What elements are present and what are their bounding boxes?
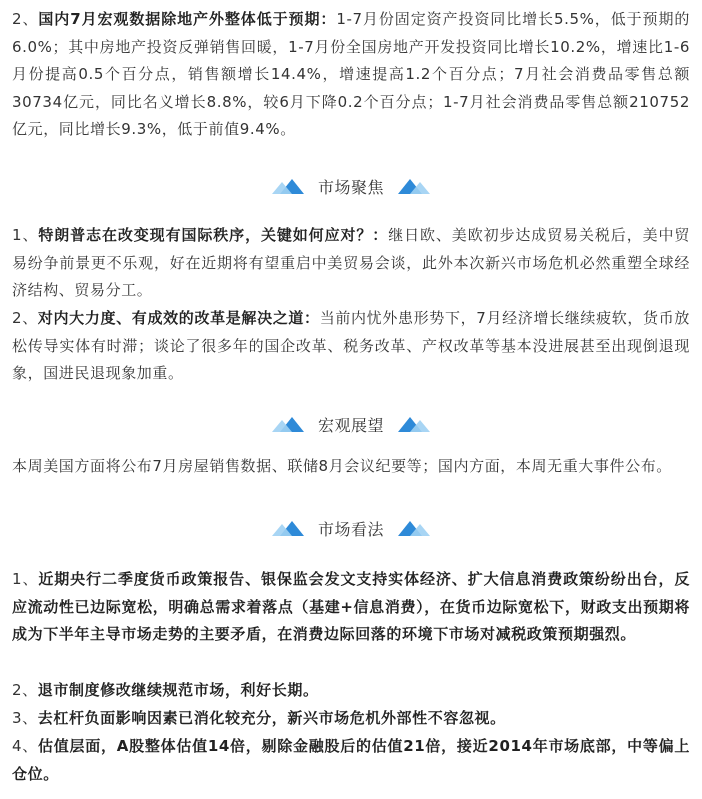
section-heading-market-focus bbox=[0, 172, 702, 200]
views-paragraph-1 bbox=[12, 566, 690, 649]
section-title: 宏观展望 bbox=[317, 415, 384, 435]
section-heading-macro-outlook bbox=[0, 410, 702, 438]
item-number: 2、 bbox=[12, 309, 38, 327]
item-heading: 估值层面，A股整体估值14倍，剔除金融股后的估值21倍，接近2014年市场底部，中等偏上仓位。 bbox=[12, 737, 690, 783]
item-body: 当前内忧外患形势下，7月经济增长继续疲软，货币放松传导实体有时滞；谈论了很多年的国企改革、税务改革、产权改革等基本没进展甚至出现倒退现象，国进民退现象加重。 bbox=[12, 309, 690, 382]
triangle-icon bbox=[272, 178, 312, 194]
item-number: 4、 bbox=[12, 737, 39, 755]
focus-paragraph-2 bbox=[12, 305, 690, 388]
item-body: 1-7月份固定资产投资同比增长5.5%，低于预期的6.0%；其中房地产投资反弹销售回暖，1-7月份全国房地产开发投资同比增长10.2%，增速比1-6月份提高0.5个百分点，销售额增长14.4%，增速提高1.2个百分点；7月社会消费品零售总额30734亿元，同比名义增长8.8%，较6月下降0.2个百分点；1-7月社会消费品零售总额210752亿元，同比增长9.3%，低于前值9.4%。 bbox=[12, 10, 691, 138]
views-paragraph-3 bbox=[12, 705, 690, 733]
section-heading-market-views bbox=[0, 514, 702, 542]
item-heading: 特朗普志在改变现有国际秩序，关键如何应对？： bbox=[38, 226, 389, 244]
outlook-paragraph bbox=[12, 453, 690, 481]
outlook-body: 本周美国方面将公布7月房屋销售数据、联储8月会议纪要等；国内方面，本周无重大事件公布。 bbox=[12, 457, 672, 475]
item-number: 1、 bbox=[12, 226, 39, 244]
item-heading: 国内7月宏观数据除地产外整体低于预期： bbox=[38, 10, 337, 28]
triangle-icon bbox=[390, 520, 430, 536]
item-heading: 去杠杆负面影响因素已消化较充分，新兴市场危机外部性不容忽视。 bbox=[37, 709, 506, 727]
macro-data-paragraph bbox=[12, 6, 690, 144]
section-title: 市场聚焦 bbox=[317, 177, 384, 197]
section-title: 市场看法 bbox=[317, 519, 384, 539]
views-paragraph-2 bbox=[12, 677, 690, 705]
views-paragraph-4 bbox=[12, 733, 690, 788]
item-number: 1、 bbox=[12, 570, 39, 588]
item-body: 继日欧、美欧初步达成贸易关税后，美中贸易纷争前景更不乐观，好在近期将有望重启中美贸易会谈，此外本次新兴市场危机必然重塑全球经济结构、贸易分工。 bbox=[12, 226, 691, 299]
item-number: 2、 bbox=[12, 10, 39, 28]
item-heading: 近期央行二季度货币政策报告、银保监会发文支持实体经济、扩大信息消费政策纷纷出台，反应流动性已边际宽松，明确总需求着落点（基建+信息消费），在货币边际宽松下，财政支出预期将成为下半年主导市场走势的主要矛盾，在消费边际回落的环境下市场对减税政策预期强烈。 bbox=[12, 570, 691, 643]
item-heading: 退市制度修改继续规范市场，利好长期。 bbox=[37, 681, 319, 699]
item-number: 3、 bbox=[12, 709, 38, 727]
item-heading: 对内大力度、有成效的改革是解决之道： bbox=[37, 309, 320, 327]
triangle-icon bbox=[272, 520, 312, 536]
focus-paragraph-1 bbox=[12, 222, 690, 305]
triangle-icon bbox=[390, 178, 430, 194]
triangle-icon bbox=[272, 416, 312, 432]
triangle-icon bbox=[390, 416, 430, 432]
item-number: 2、 bbox=[12, 681, 38, 699]
